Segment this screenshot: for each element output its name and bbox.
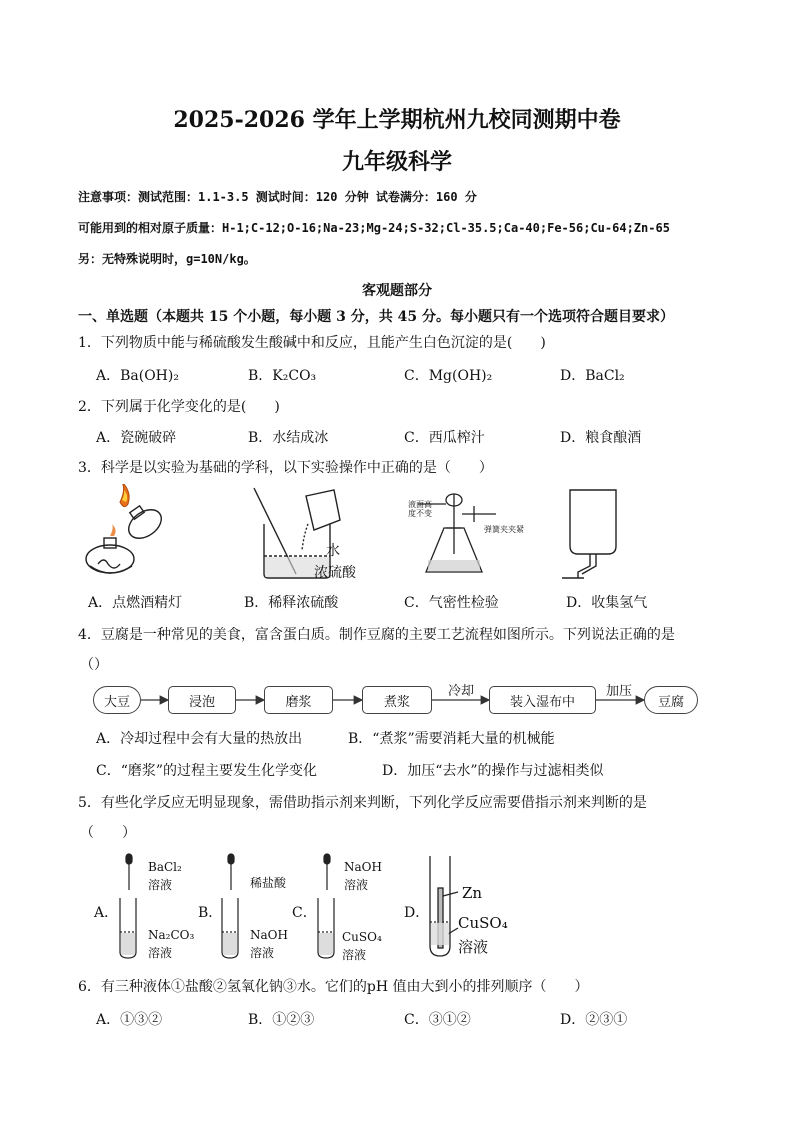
q1-stem: 1．下列物质中能与稀硫酸发生酸碱中和反应，且能产生白色沉淀的是( ) bbox=[78, 335, 546, 351]
flow-step-wrap: 装入湿布中 bbox=[489, 686, 596, 714]
q4-stem: 4．豆腐是一种常见的美食，富含蛋白质。制作豆腐的主要工艺流程如图所示。下列说法正确的是 bbox=[78, 627, 675, 643]
q2-stem: 2．下列属于化学变化的是( ) bbox=[78, 399, 280, 415]
q2-option-b: B．水结成冰 bbox=[248, 430, 329, 446]
q5-c-top-solution: 溶液 bbox=[344, 878, 369, 892]
q6-option-b: B．①②③ bbox=[248, 1012, 315, 1028]
note-scope: 注意事项：测试范围：1.1-3.5 测试时间：120 分钟 试卷满分：160 分 bbox=[78, 190, 477, 204]
note-gravity: 另：无特殊说明时，g=10N/kg。 bbox=[78, 252, 256, 266]
q5-d-solution-label: 溶液 bbox=[458, 938, 489, 956]
q3-fig-b-water-label: 水 bbox=[326, 543, 340, 559]
flow-arrow-press-label: 加压 bbox=[606, 684, 633, 699]
q3-option-b: B．稀释浓硫酸 bbox=[244, 595, 339, 611]
q6-stem: 6．有三种液体①盐酸②氢氧化钠③水。它们的pH 值由大到小的排列顺序（ ） bbox=[78, 979, 589, 995]
q6-option-d: D．②③① bbox=[560, 1012, 628, 1028]
q5-option-a: A． bbox=[94, 905, 119, 921]
q5-stem: 5．有些化学反应无明显现象，需借助指示剂来判断，下列化学反应需要借指示剂来判断的是 bbox=[78, 795, 647, 811]
q1-option-c: C．Mg(OH)₂ bbox=[404, 368, 493, 384]
q5-b-bottom-solution: 溶液 bbox=[250, 946, 275, 960]
q4-option-b: B．“煮浆”需要消耗大量的机械能 bbox=[348, 731, 555, 747]
q5-b-bottom-reagent: NaOH bbox=[250, 928, 288, 942]
q5-c-bottom-reagent: CuSO₄ bbox=[342, 930, 382, 944]
exam-title: 2025-2026 学年上学期杭州九校同测期中卷 bbox=[173, 107, 621, 133]
q5-a-bottom-reagent: Na₂CO₃ bbox=[148, 928, 195, 942]
q1-option-b: B．K₂CO₃ bbox=[248, 368, 317, 384]
q2-option-d: D．粮食酿酒 bbox=[560, 430, 642, 446]
flow-step-soak: 浸泡 bbox=[168, 686, 236, 714]
q5-a-bottom-solution: 溶液 bbox=[148, 946, 173, 960]
q1-option-d: D．BaCl₂ bbox=[560, 368, 625, 384]
q5-stem-bracket: （ ） bbox=[80, 825, 136, 841]
q5-a-top-solution: 溶液 bbox=[148, 878, 173, 892]
q5-option-d: D． bbox=[404, 905, 430, 921]
flow-step-soybean: 大豆 bbox=[93, 686, 141, 714]
q5-c-top-reagent: NaOH bbox=[344, 860, 382, 874]
q3-fig-b-acid-label: 浓硫酸 bbox=[314, 565, 356, 581]
q5-a-dropper-tube-figure bbox=[114, 852, 144, 960]
section-heading: 一、单选题（本题共 15 个小题，每小题 3 分，共 45 分。每小题只有一个选项符合题目要求） bbox=[78, 309, 674, 325]
q2-option-c: C．西瓜榨汁 bbox=[404, 430, 485, 446]
q5-option-c: C． bbox=[292, 905, 317, 921]
q6-option-a: A．①③② bbox=[96, 1012, 163, 1028]
q2-option-a: A．瓷碗破碎 bbox=[96, 430, 177, 446]
q6-option-c: C．③①② bbox=[404, 1012, 471, 1028]
q5-d-copper-sulfate-label: CuSO₄ bbox=[458, 914, 508, 932]
q3-option-a: A．点燃酒精灯 bbox=[88, 595, 183, 611]
q5-c-dropper-tube-figure bbox=[312, 852, 342, 960]
q5-b-top-reagent: 稀盐酸 bbox=[250, 876, 287, 890]
q4-option-c: C．“磨浆”的过程主要发生化学变化 bbox=[96, 763, 318, 779]
q4-stem-bracket: （） bbox=[80, 657, 108, 673]
q3-option-c: C．气密性检验 bbox=[404, 595, 499, 611]
flow-arrow-cool-label: 冷却 bbox=[448, 684, 475, 699]
q3-fig-c-clamp-label: 弹簧夹夹紧 bbox=[484, 525, 524, 534]
alcohol-lamp-lighting-figure bbox=[80, 484, 180, 584]
q5-b-dropper-tube-figure bbox=[216, 852, 246, 960]
q4-option-d: D．加压“去水”的操作与过滤相类似 bbox=[382, 763, 604, 779]
flow-step-boil: 煮浆 bbox=[362, 686, 432, 714]
exam-subtitle: 九年级科学 bbox=[341, 149, 452, 175]
q3-fig-c-level-label: 液面高度不变 bbox=[408, 500, 432, 518]
note-atomic-masses: 可能用到的相对原子质量：H-1;C-12;O-16;Na-23;Mg-24;S-32;Cl-35.5;Ca-40;Fe-56;Cu-64;Zn-65 bbox=[78, 221, 670, 235]
flow-step-grind: 磨浆 bbox=[264, 686, 333, 714]
q4-option-a: A．冷却过程中会有大量的热放出 bbox=[96, 731, 303, 747]
q5-a-top-reagent: BaCl₂ bbox=[148, 860, 182, 874]
q3-stem: 3．科学是以实验为基础的学科，以下实验操作中正确的是（ ） bbox=[78, 460, 493, 476]
q3-option-d: D．收集氢气 bbox=[566, 595, 648, 611]
q5-c-bottom-solution: 溶液 bbox=[342, 948, 367, 962]
q5-d-zinc-label: Zn bbox=[462, 884, 483, 902]
q5-option-b: B． bbox=[198, 905, 223, 921]
section-title: 客观题部分 bbox=[362, 283, 432, 299]
q1-option-a: A．Ba(OH)₂ bbox=[96, 368, 179, 384]
flow-step-tofu: 豆腐 bbox=[644, 686, 698, 714]
hydrogen-collection-figure bbox=[560, 486, 640, 582]
